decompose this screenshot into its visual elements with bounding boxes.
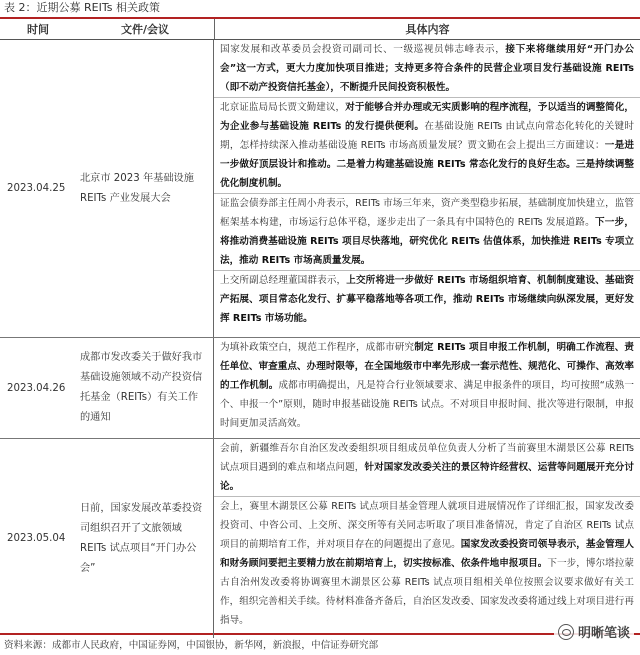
text-run: 会上，赛里木湖景区公募 REITs 试点项目基金管理人就项目进展情况作了详细汇报，国家发改委投资司、中咨公司、上交所、深交所等有关同志听取了项目准备情况，肯定了自治区 REITs 试点项目的前期培育工作，并对项目存在的问题提出了意见。	[220, 501, 634, 550]
bold-text: 接下来将继续用好“开门办公会”这一方式，更大力度加快项目推进；支持更多符合条件的民营企业项目发行基础设施 REITs（即不动产投资信托基金），不断提升民间投资积极性。	[220, 44, 635, 93]
table-row	[0, 439, 640, 638]
text-run: 北京证监局局长贾文勤建议，	[220, 102, 346, 113]
bold-text: 下一步，将推动消费基础设施 REITs 项目尽快落地，研究优化 REITs 估值体系，加快推进 REITs 专项立法，推动 REITs 市场高质量发展。	[220, 217, 634, 266]
row-time: 2023.04.25	[7, 183, 66, 194]
wechat-icon	[558, 624, 574, 640]
text-run: 为填补政策空白，规范工作程序，成都市研究	[220, 342, 415, 353]
text-run: 在基础设施 REITs 由试点向常态化转化的关键时期，怎样持续深入推动基础设施 REITs 市场高质量发展？贾文勤在会上提出三方面建议：	[220, 121, 634, 151]
content-paragraph	[214, 97, 640, 193]
text-run: 上交所副总经理董国群表示，	[220, 275, 347, 286]
content-paragraph	[214, 270, 640, 328]
row-file: 北京市 2023 年基础设施 REITs 产业发展大会	[76, 40, 214, 337]
row-time: 2023.04.26	[7, 382, 66, 394]
table-caption: 表 2：近期公募 REITs 相关政策	[4, 1, 160, 14]
text-run: 成都市明确提出，凡是符合行业领域要求、满足申报条件的项目，均可按照“成熟一个、申报一个”原则，随时申报基础设施 REITs 试点。不对项目申报时间、批次等进行限制，申报时间更加灵活高效。	[220, 380, 634, 429]
content-paragraph	[214, 40, 640, 97]
text-run: 证监会债券部主任周小舟表示，REITs 市场三年来，资产类型稳步拓展，基础制度加快建立，监管框架基本构建，市场运行总体平稳，逐步走出了一条具有中国特色的 REITs 发展道路。	[220, 198, 634, 228]
table-row	[0, 338, 640, 439]
bold-text: 对于能够合并办理或无实质影响的程序流程，予以适当的调整简化，为企业参与基础设施 REITs 的发行提供便利。	[220, 102, 635, 132]
table-header	[0, 19, 640, 40]
text-run: 下一步，博尔塔拉蒙古自治州发改委将协调赛里木湖景区公募 REITs 试点项目组相关单位按照会议要求做好有关工作，组织完善相关手续。待材料准备齐备后，自治区发改委、国家发改委将通过线上对项目进行再指导。	[220, 558, 635, 626]
content-paragraph	[214, 338, 640, 433]
watermark	[554, 621, 634, 642]
row-time: 2023.05.04	[7, 533, 66, 544]
text-run: 国家发展和改革委员会投资司副司长、一级巡视员韩志峰表示，	[220, 44, 506, 55]
bold-text: 制定 REITs 项目申报工作机制，明确工作流程、责任单位、审查重点、办理时限等，在全国地级市中率先形成一套示范性、规范化、可操作、高效率的工作机制。	[220, 342, 635, 391]
header-content: 具体内容	[405, 23, 450, 36]
bold-text: 一是进一步做好顶层设计和推动。二是着力构建基础设施 REITs 常态化发行的良好生态。三是持续调整优化制度机制。	[220, 140, 634, 189]
row-content	[214, 439, 640, 638]
watermark-text: 明晰笔谈	[577, 626, 630, 641]
bold-text: 上交所将进一步做好 REITs 市场组织培育、机制制度建设、基础资产拓展、项目常态化发行、扩募平稳落地等各项工作，推动 REITs 市场继续向纵深发展，更好发挥 REITs 市场功能。	[220, 275, 635, 324]
content-paragraph	[214, 439, 640, 496]
source-note: 资料来源：成都市人民政府，中国证券网，中国银协，新华网，新浪报，中信证券研究部	[4, 640, 379, 651]
text-run: 会前，新疆维吾尔自治区发改委组织项目组成员单位负责人分析了当前赛里木湖景区公募 REITs 试点项目遇到的难点和堵点问题，	[220, 443, 634, 473]
policy-table	[0, 17, 640, 635]
row-file: 成都市发改委关于做好我市基础设施领域不动产投资信托基金（REITs）有关工作的通知	[76, 338, 214, 438]
content-paragraph	[214, 496, 640, 630]
content-paragraph	[214, 193, 640, 270]
bold-text: 针对国家发改委关注的景区特许经营权、运营等问题展开充分讨论。	[220, 462, 635, 492]
bold-text: 国家发改委投资司领导表示，基金管理人和财务顾问要把主要精力放在前期培育上，切实按标准、依条件地申报项目。	[220, 539, 635, 569]
row-content	[214, 338, 640, 438]
header-time: 时间	[27, 23, 49, 36]
row-content	[214, 40, 640, 337]
table-row	[0, 40, 640, 338]
header-file: 文件/会议	[76, 19, 215, 39]
row-file: 日前，国家发展改革委投资司组织召开了文旅领域 REITs 试点项目“开门办公会”	[76, 439, 214, 638]
